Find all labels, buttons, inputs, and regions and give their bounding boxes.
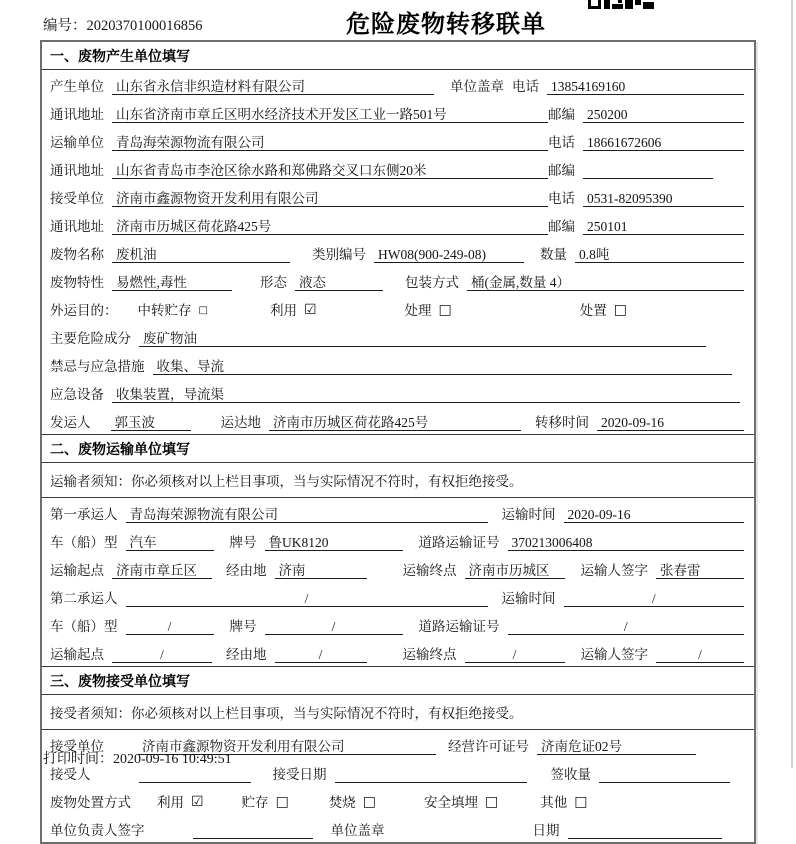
carrier-zip-field <box>583 162 713 179</box>
form-row-second-carrier <box>42 582 754 610</box>
road-permit2-field: / <box>508 618 745 635</box>
purpose-option-transfer-storage <box>138 302 208 319</box>
waste-traits-field: 易燃性,毒性 <box>112 274 232 291</box>
emergency-equipment-label: 应急设备 <box>50 387 104 402</box>
license-field: 济南危证02号 <box>537 738 696 755</box>
disposal-storage-checkbox-icon: □ <box>275 794 289 810</box>
receiving-date-label: 接受日期 <box>272 767 327 782</box>
purpose-label: 外运目的： <box>50 303 118 318</box>
receiver-zip-label: 邮编 <box>548 219 575 234</box>
receiver-name-field: 济南市鑫源物资开发利用有限公司 <box>112 190 548 207</box>
route2-end-field: / <box>465 646 565 663</box>
taboo-field: 收集、导流 <box>153 358 733 375</box>
plate1-label: 牌号 <box>229 535 257 550</box>
form-row-vehicle1 <box>42 526 754 554</box>
form-row-route1 <box>42 554 754 582</box>
route2-end-label: 运输终点 <box>402 647 457 662</box>
transport-time1-label: 运输时间 <box>501 507 556 522</box>
purpose-transfer-storage-checkbox-icon: □ <box>198 305 208 316</box>
form-row-waste-traits <box>42 266 754 294</box>
waste-qty-label: 数量 <box>540 247 567 262</box>
purpose-dispose-checkbox-icon: □ <box>613 302 627 318</box>
second-carrier-label: 第二承运人 <box>50 591 118 606</box>
road-permit1-field: 370213006408 <box>508 534 745 551</box>
disposal-other-label: 其他 <box>540 795 568 810</box>
receiving-unit-label: 接受单位 <box>50 739 104 754</box>
transfer-manifest-form <box>40 40 756 844</box>
disposal-option-landfill <box>424 794 498 811</box>
form-row-disposal-method <box>42 786 754 814</box>
waste-form-field: 液态 <box>295 274 383 291</box>
waste-category-field: HW08(900-249-08) <box>374 246 524 263</box>
producer-zip-label: 邮编 <box>548 107 575 122</box>
disposal-option-storage <box>242 794 289 811</box>
receiver-label: 接受单位 <box>50 191 104 206</box>
transfer-time-label: 转移时间 <box>535 415 589 430</box>
print-time-value: 2020-09-16 10:49:51 <box>113 752 232 767</box>
page-edge-line <box>791 0 793 768</box>
route2-via-field: / <box>275 646 367 663</box>
form-row-producer <box>42 70 754 98</box>
disposal-incinerate-checkbox-icon: □ <box>362 794 377 810</box>
form-row-receiver <box>42 182 754 210</box>
plate2-field: / <box>265 618 403 635</box>
receiver-phone-field: 0531-82095390 <box>583 190 744 207</box>
received-qty-field <box>599 766 730 783</box>
disposal-recycle-checkbox-icon: ☑ <box>191 794 204 810</box>
plate2-label: 牌号 <box>229 619 257 634</box>
receiving-unit-field: 济南市鑫源物资开发利用有限公司 <box>138 738 436 755</box>
destination-label: 运达地 <box>220 415 261 430</box>
transport-time2-field: / <box>564 590 745 607</box>
producer-address-label: 通讯地址 <box>50 107 104 122</box>
disposal-other-checkbox-icon: □ <box>574 794 588 810</box>
section-producer <box>42 42 754 434</box>
vehicle-type1-field: 汽车 <box>126 534 214 551</box>
route1-start-field: 济南市章丘区 <box>112 562 212 579</box>
producer-label: 产生单位 <box>50 79 104 94</box>
carrier-address-label: 通讯地址 <box>50 163 104 178</box>
sign-date-field <box>568 822 723 839</box>
form-row-responsible-sign <box>42 814 754 842</box>
receiving-date-field <box>335 766 527 783</box>
disposal-option-other <box>540 794 587 811</box>
hazard-label: 主要危险成分 <box>50 331 131 346</box>
emergency-equipment-field: 收集装置，导流渠 <box>112 386 740 403</box>
form-row-producer-address <box>42 98 754 126</box>
route2-start-label: 运输起点 <box>50 647 104 662</box>
producer-phone-label: 电话 <box>512 79 539 94</box>
form-row-hazard <box>42 322 754 350</box>
disposal-option-recycle <box>157 794 204 811</box>
sign-date-label: 日期 <box>532 823 560 838</box>
receiver-address-field: 济南市历城区荷花路425号 <box>112 218 548 235</box>
received-qty-label: 签收量 <box>550 767 591 782</box>
transport-time1-field: 2020-09-16 <box>564 506 745 523</box>
form-row-vehicle2 <box>42 610 754 638</box>
print-time-label: 打印时间： <box>43 752 113 767</box>
second-carrier-field: / <box>126 590 488 607</box>
form-row-receiver-address <box>42 210 754 238</box>
purpose-treat-label: 处理 <box>404 303 432 318</box>
carrier-label: 运输单位 <box>50 135 104 150</box>
carrier-name-field: 青岛海荣源物流有限公司 <box>112 134 548 151</box>
carrier-address-field: 山东省青岛市李沧区徐水路和郑佛路交叉口东侧20米 <box>112 162 548 179</box>
waste-category-label: 类别编号 <box>312 247 366 262</box>
route1-via-label: 经由地 <box>226 563 267 578</box>
route2-sign-label: 运输人签字 <box>580 647 648 662</box>
page-title: 危险废物转移联单 <box>346 11 546 38</box>
purpose-recycle-checkbox-icon: ☑ <box>303 302 317 318</box>
disposal-landfill-label: 安全填埋 <box>424 795 479 810</box>
form-row-carrier <box>42 126 754 154</box>
form-row-shipper <box>42 406 754 434</box>
shipper-label: 发运人 <box>50 415 91 430</box>
purpose-recycle-label: 利用 <box>269 303 297 318</box>
first-carrier-label: 第一承运人 <box>50 507 118 522</box>
disposal-landfill-checkbox-icon: □ <box>485 794 499 810</box>
carrier-zip-label: 邮编 <box>548 163 575 178</box>
section-transporter <box>42 434 754 666</box>
disposal-method-label: 废物处置方式 <box>50 795 131 810</box>
serial-label: 编号： <box>43 18 87 34</box>
responsible-sign-label: 单位负责人签字 <box>50 823 145 838</box>
disposal-recycle-label: 利用 <box>157 795 184 810</box>
hazard-field: 废矿物油 <box>139 330 706 347</box>
receiver-phone-label: 电话 <box>548 191 575 206</box>
route1-start-label: 运输起点 <box>50 563 104 578</box>
packing-field: 桶(金属,数量 4） <box>467 274 744 291</box>
disposal-option-incinerate <box>329 794 376 811</box>
waste-name-field: 废机油 <box>112 246 290 263</box>
taboo-label: 禁忌与应急措施 <box>50 359 145 374</box>
print-time <box>43 748 232 768</box>
plate1-field: 鲁UK8120 <box>265 534 403 551</box>
purpose-option-treat <box>405 302 452 319</box>
packing-label: 包装方式 <box>405 275 459 290</box>
purpose-treat-checkbox-icon: □ <box>438 302 452 318</box>
purpose-transfer-storage-label: 中转贮存 <box>137 303 192 318</box>
route1-sign-label: 运输人签字 <box>580 563 648 578</box>
road-permit1-label: 道路运输证号 <box>418 535 500 550</box>
route1-sign-field: 张春雷 <box>656 562 744 579</box>
route1-end-label: 运输终点 <box>402 563 457 578</box>
form-row-purpose <box>42 294 754 322</box>
section1-heading: 一、废物产生单位填写 <box>42 42 754 70</box>
route1-via-field: 济南 <box>275 562 367 579</box>
transfer-time-field: 2020-09-16 <box>597 414 744 431</box>
vehicle-type1-label: 车（船）型 <box>50 535 118 550</box>
license-label: 经营许可证号 <box>448 739 529 754</box>
shipper-name-field: 郭玉波 <box>111 414 191 431</box>
responsible-sign-field <box>193 822 313 839</box>
receiver-address-label: 通讯地址 <box>50 219 104 234</box>
receiving-person-label: 接受人 <box>50 767 91 782</box>
transport-time2-label: 运输时间 <box>501 591 556 606</box>
road-permit2-label: 道路运输证号 <box>418 619 500 634</box>
producer-address-field: 山东省济南市章丘区明水经济技术开发区工业一路501号 <box>112 106 548 123</box>
unit-seal-label: 单位盖章 <box>330 823 385 838</box>
carrier-phone-label: 电话 <box>548 135 575 150</box>
purpose-dispose-label: 处置 <box>579 303 607 318</box>
route1-end-field: 济南市历城区 <box>465 562 565 579</box>
form-row-waste-name <box>42 238 754 266</box>
vehicle-type2-field: / <box>126 618 214 635</box>
serial-value: 2020370100016856 <box>86 18 203 34</box>
waste-name-label: 废物名称 <box>50 247 104 262</box>
purpose-option-recycle <box>270 302 317 319</box>
form-row-taboo <box>42 350 754 378</box>
disposal-incinerate-label: 焚烧 <box>328 795 356 810</box>
form-row-first-carrier <box>42 498 754 526</box>
form-row-carrier-address <box>42 154 754 182</box>
carrier-phone-field: 18661672606 <box>583 134 744 151</box>
form-row-emergency-equipment <box>42 378 754 406</box>
waste-form-label: 形态 <box>260 275 287 290</box>
receiver-zip-field: 250101 <box>583 218 744 235</box>
section2-heading: 二、废物运输单位填写 <box>42 435 754 463</box>
producer-phone-field: 13854169160 <box>547 78 744 95</box>
producer-zip-field: 250200 <box>583 106 744 123</box>
form-row-route2 <box>42 638 754 666</box>
waste-traits-label: 废物特性 <box>50 275 104 290</box>
vehicle-type2-label: 车（船）型 <box>50 619 118 634</box>
destination-field: 济南市历城区荷花路425号 <box>269 414 521 431</box>
purpose-option-dispose <box>580 302 627 319</box>
route2-via-label: 经由地 <box>226 647 267 662</box>
waste-qty-field: 0.8吨 <box>575 246 744 263</box>
producer-name-field: 山东省永信非织造材料有限公司 <box>112 78 434 95</box>
receiving-person-field <box>139 766 251 783</box>
transporter-notice: 运输者须知：你必须核对以上栏目事项，当与实际情况不符时，有权拒绝接受。 <box>42 463 754 498</box>
route2-start-field: / <box>112 646 212 663</box>
first-carrier-field: 青岛海荣源物流有限公司 <box>126 506 488 523</box>
producer-seal-label: 单位盖章 <box>450 79 504 94</box>
section3-heading: 三、废物接受单位填写 <box>42 667 754 695</box>
route2-sign-field: / <box>656 646 744 663</box>
receiver-notice: 接受者须知：你必须核对以上栏目事项，当与实际情况不符时，有权拒绝接受。 <box>42 695 754 730</box>
disposal-storage-label: 贮存 <box>241 795 269 810</box>
